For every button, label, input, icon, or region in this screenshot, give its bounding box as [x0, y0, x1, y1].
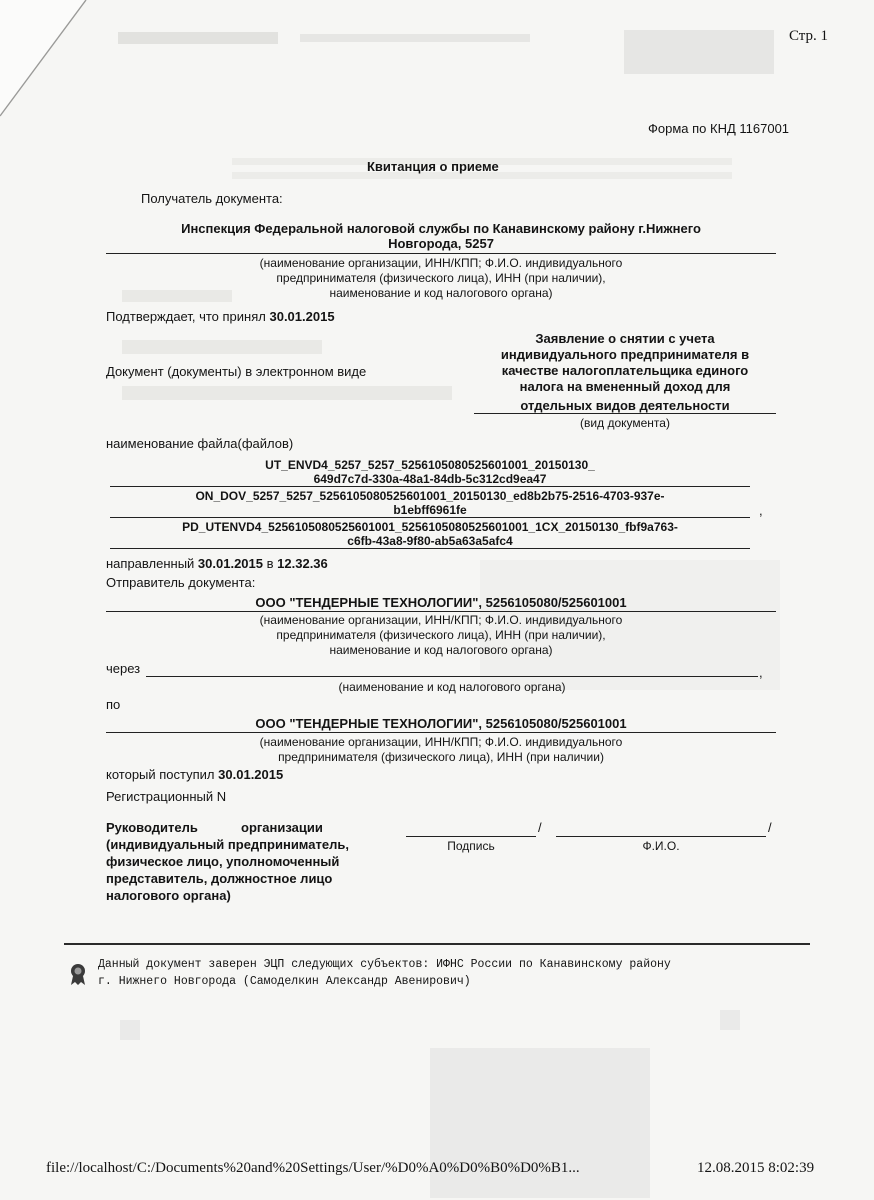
accepted-row	[106, 309, 335, 324]
recipient-underline	[106, 253, 776, 254]
footer-file-path: file://localhost/C:/Documents%20and%20Settings/User/%D0%A0%D0%B0%D0%B1...	[46, 1160, 580, 1176]
sender-hint-1: (наименование организации, ИНН/КПП; Ф.И.О. индивидуального	[259, 613, 623, 627]
head-line1b: организации	[241, 820, 323, 835]
document-type-hint: (вид документа)	[580, 416, 670, 430]
recipient-label: Получатель документа:	[141, 191, 283, 206]
fio-slash: /	[768, 820, 772, 835]
page-number: Стр. 1	[789, 28, 829, 44]
document-name-line3: качестве налогоплательщика единого	[501, 363, 749, 378]
fio-line	[556, 836, 766, 837]
signature-label: Подпись	[447, 839, 495, 853]
file-3-line1: PD_UTENVD4_5256105080525601001_5256105080525601001_1CX_20150130_fbf9a763-	[182, 520, 678, 534]
sender-label: Отправитель документа:	[106, 575, 256, 590]
files-label: наименование файла(файлов)	[106, 436, 294, 451]
document-name-line5: отдельных видов деятельности	[520, 398, 730, 413]
sent-date: 30.01.2015	[197, 556, 263, 571]
file-2-line2: b1ebff6961fe	[393, 503, 467, 517]
footer-datetime: 12.08.2015 8:02:39	[697, 1160, 815, 1176]
accepted-date: 30.01.2015	[269, 309, 335, 324]
document-name-line1: Заявление о снятии с учета	[535, 331, 715, 346]
sent-in: в	[266, 556, 274, 571]
head-line5: налогового органа)	[106, 888, 231, 903]
by-underline	[106, 732, 776, 733]
certification-line1: Данный документ заверен ЭЦП следующих субъектов: ИФНС России по Канавинскому району	[98, 958, 671, 971]
file-2-underline	[110, 517, 750, 518]
file-2-line1: ON_DOV_5257_5257_5256105080525601001_20150130_ed8b2b75-2516-4703-937e-	[195, 489, 665, 503]
signature-line	[406, 836, 536, 837]
sent-label: направленный	[106, 556, 195, 571]
signature-slash: /	[538, 820, 542, 835]
corner-fold	[0, 0, 90, 120]
via-comma: ,	[759, 665, 763, 680]
by-hint-2: предпринимателя (физического лица), ИНН (при наличии)	[278, 750, 604, 764]
document-label: Документ (документы) в электронном виде	[106, 364, 367, 379]
document-name-line4: налога на вмененный доход для	[519, 379, 731, 394]
via-label: через	[106, 661, 141, 676]
via-underline	[146, 676, 758, 677]
by-value: ООО "ТЕНДЕРНЫЕ ТЕХНОЛОГИИ", 5256105080/525601001	[255, 716, 627, 731]
by-label: по	[106, 697, 121, 712]
recipient-hint-2: предпринимателя (физического лица), ИНН (при наличии),	[276, 271, 606, 285]
fio-label: Ф.И.О.	[642, 839, 680, 853]
head-line3: физическое лицо, уполномоченный	[106, 854, 340, 869]
file-1-line1: UT_ENVD4_5257_5257_5256105080525601001_20150130_	[265, 458, 595, 472]
registration-label: Регистрационный N	[106, 789, 227, 804]
sent-row	[106, 556, 328, 571]
file-1-underline	[110, 486, 750, 487]
by-hint-1: (наименование организации, ИНН/КПП; Ф.И.О. индивидуального	[259, 735, 623, 749]
document-underline	[474, 413, 776, 414]
received-row	[106, 767, 283, 782]
sender-hint-2: предпринимателя (физического лица), ИНН (при наличии),	[276, 628, 606, 642]
seal-icon	[68, 962, 88, 986]
recipient-hint-3: наименование и код налогового органа)	[329, 286, 553, 300]
sent-time: 12.32.36	[277, 556, 328, 571]
recipient-name-line1: Инспекция Федеральной налоговой службы по Канавинскому району г.Нижнего	[181, 221, 701, 236]
head-line2: (индивидуальный предприниматель,	[106, 837, 349, 852]
file-3-line2: c6fb-43a8-9f80-ab5a63a5afc4	[347, 534, 513, 548]
file-1-line2: 649d7c7d-330a-48a1-84db-5c312cd9ea47	[313, 472, 547, 486]
sender-underline	[106, 611, 776, 612]
accepted-label: Подтверждает, что принял	[106, 309, 266, 324]
sender-hint-3: наименование и код налогового органа)	[329, 643, 553, 657]
document-name-line2: индивидуального предпринимателя в	[500, 347, 750, 362]
head-line4: представитель, должностное лицо	[106, 871, 333, 886]
receipt-title: Квитанция о приеме	[367, 159, 499, 174]
certification-line2: г. Нижнего Новгорода (Самоделкин Александр Авенирович)	[98, 975, 471, 988]
certification-divider	[64, 943, 810, 945]
recipient-name-line2: Новгорода, 5257	[388, 236, 494, 251]
sender-value: ООО "ТЕНДЕРНЫЕ ТЕХНОЛОГИИ", 5256105080/525601001	[255, 595, 627, 610]
form-code: Форма по КНД 1167001	[648, 121, 790, 136]
head-line1a: Руководитель	[106, 820, 198, 835]
recipient-hint-1: (наименование организации, ИНН/КПП; Ф.И.О. индивидуального	[259, 256, 623, 270]
file-2-comma: ,	[759, 503, 763, 518]
received-label: который поступил	[106, 767, 215, 782]
received-date: 30.01.2015	[218, 767, 284, 782]
file-3-underline	[110, 548, 750, 549]
via-hint: (наименование и код налогового органа)	[338, 680, 566, 694]
